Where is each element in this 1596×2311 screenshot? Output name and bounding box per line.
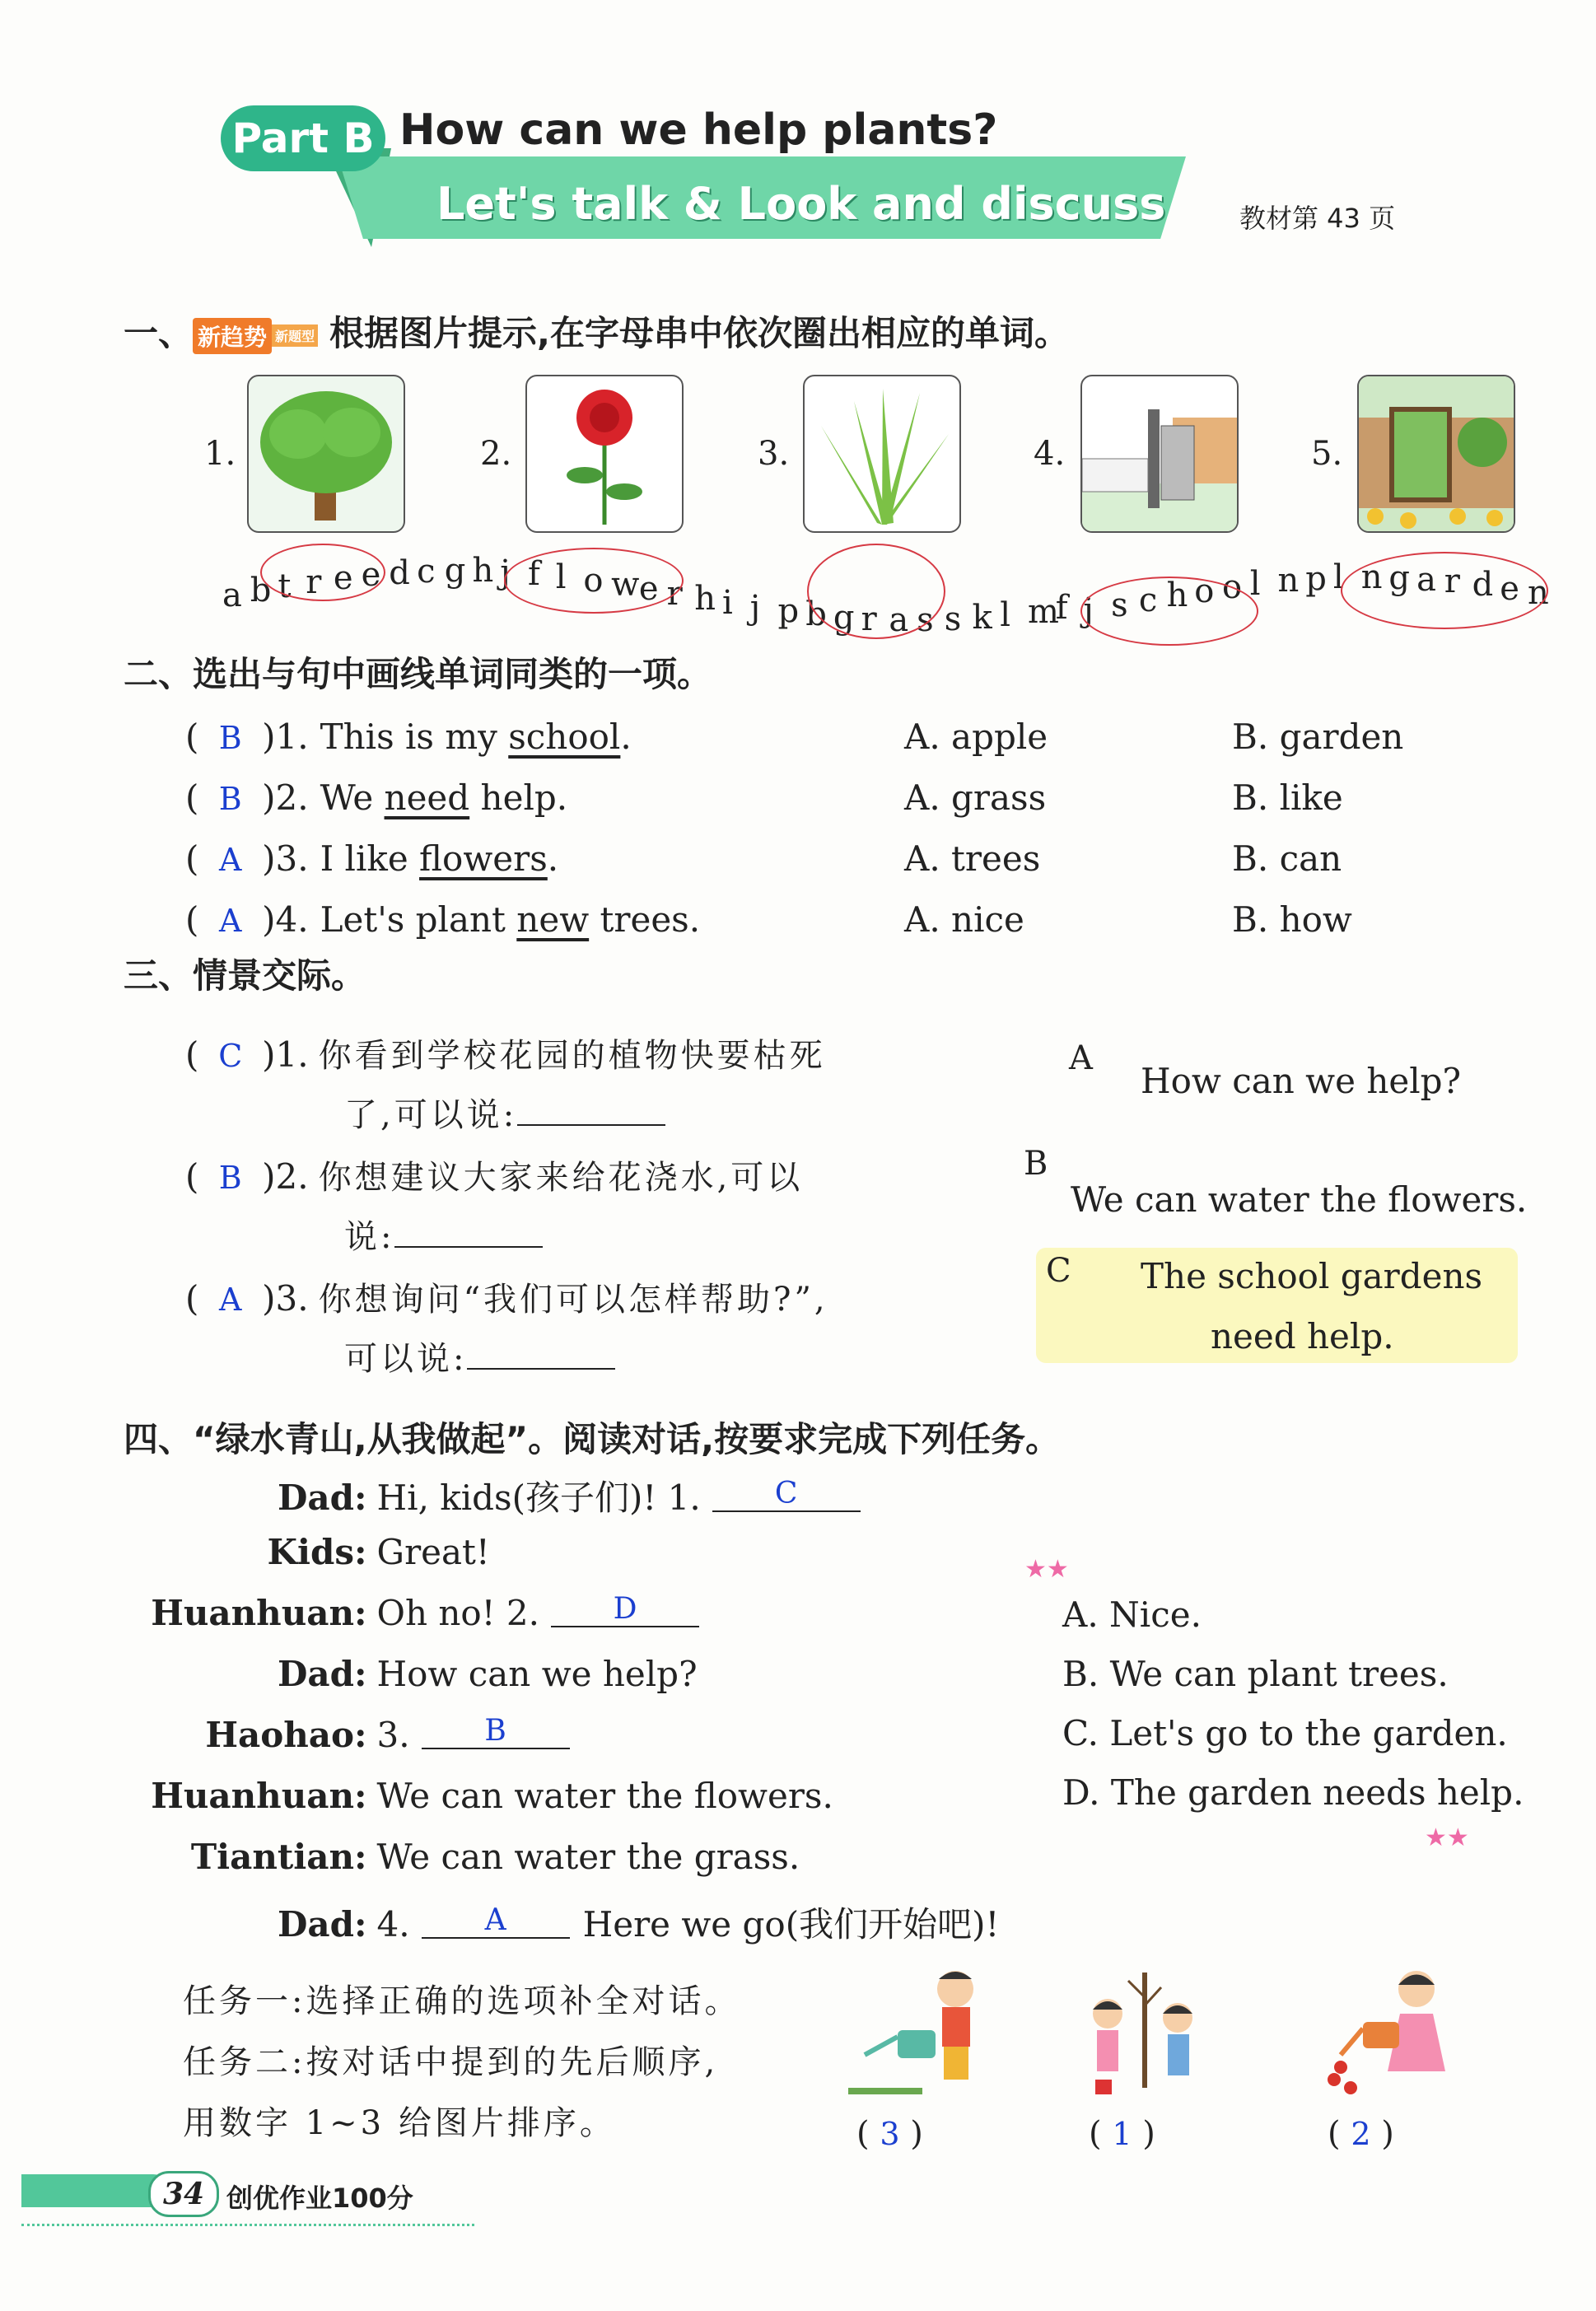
letter: h — [472, 552, 494, 591]
page-subtitle: Let's talk & Look and discuss — [436, 178, 1166, 230]
question-number: 1. — [275, 1034, 309, 1075]
letter: d — [1472, 566, 1494, 605]
colon: : — [354, 1837, 367, 1877]
letter: b — [250, 572, 272, 610]
option-a-letter: A — [1069, 1039, 1093, 1077]
letter: t — [278, 567, 292, 605]
question-row — [185, 899, 700, 940]
textbook-page-ref: 教材第 43 页 — [1239, 203, 1396, 234]
colon: : — [354, 1478, 367, 1518]
paren-open: ( — [185, 717, 210, 757]
stars-decor-bottom: ★★ — [1425, 1823, 1469, 1852]
question-text-pre: This is my — [320, 717, 509, 757]
letter: g — [444, 552, 466, 590]
pic-number-2: 2. — [480, 435, 512, 473]
pic2-answer: ( 1 ) — [1089, 2115, 1155, 2153]
speaker: Huanhuan — [151, 1776, 354, 1816]
letter: s — [917, 600, 934, 639]
letter: a — [889, 600, 909, 639]
letter: e — [638, 570, 659, 609]
paren-open: ( — [185, 899, 210, 940]
circle-school — [1080, 577, 1258, 646]
pic-number-3: 3. — [758, 435, 790, 473]
option-a: A. apple — [904, 717, 1048, 757]
letter: f — [1055, 588, 1068, 627]
answer: A — [219, 903, 242, 939]
option-a: A. trees — [904, 838, 1041, 879]
dialog-line — [140, 1654, 698, 1694]
colon: : — [354, 1904, 367, 1945]
answer-blank: A — [422, 1903, 570, 1939]
speaker: Haohao — [205, 1715, 354, 1755]
letter: n — [1277, 562, 1300, 600]
answer: C — [218, 1038, 243, 1074]
paren-close: ) — [250, 777, 276, 818]
speaker: Tiantian — [190, 1837, 354, 1877]
scenario-row — [185, 1151, 803, 1198]
garden-icon — [1357, 375, 1515, 533]
letter: b — [805, 595, 827, 634]
circle-flower — [504, 548, 684, 614]
new-trend-badge: 新趋势 — [193, 318, 272, 354]
underlined-word: flowers — [419, 838, 548, 879]
answer-blank: C — [712, 1477, 861, 1512]
dialog-text: We can water the grass. — [376, 1837, 800, 1877]
letter: c — [1138, 581, 1158, 620]
dialog-text: Great! — [376, 1532, 490, 1572]
letter: p — [777, 592, 800, 631]
letter: o — [1194, 572, 1215, 610]
boy-watering-icon — [840, 1964, 988, 2104]
paren-close: ) — [250, 717, 276, 757]
scenario-line2 — [344, 1211, 543, 1258]
letter: h — [694, 579, 716, 618]
dialog-line — [140, 1593, 712, 1634]
answer: B — [218, 720, 242, 756]
letter: f — [528, 555, 540, 594]
dialog-line — [140, 1715, 583, 1756]
dialog-line — [140, 1898, 999, 1947]
page-title: How can we help plants? — [399, 105, 998, 155]
option-a-text: How can we help? — [1141, 1061, 1462, 1101]
letter: j — [500, 553, 511, 591]
option-c-letter: C — [1046, 1252, 1071, 1290]
option-b-letter: B — [1024, 1145, 1048, 1183]
letter: l — [555, 558, 567, 596]
question-text-post: . — [547, 838, 559, 879]
letter: c — [417, 552, 436, 591]
dialog-text: We can water the flowers. — [376, 1776, 833, 1816]
dialog-text: Oh no! 2. — [376, 1593, 539, 1633]
letter: r — [666, 575, 683, 614]
question-number: 1. — [275, 717, 309, 757]
scenario-line1: 你想建议大家来给花浇水,可以 — [318, 1159, 804, 1197]
option-b: B. how — [1232, 899, 1352, 940]
option-c-text2: need help. — [1211, 1316, 1394, 1356]
grass-icon — [803, 375, 961, 533]
page-number: 34 — [148, 2171, 219, 2217]
question-row — [185, 777, 567, 818]
question-number: 2. — [275, 1156, 309, 1197]
pic3-answer: ( 2 ) — [1328, 2115, 1394, 2153]
dialog-option: D. The garden needs help. — [1062, 1772, 1524, 1813]
question-row — [185, 717, 632, 757]
letter: j — [1083, 591, 1094, 629]
letter: o — [1222, 568, 1243, 607]
letter: w — [611, 566, 640, 604]
section4-heading: 四、“绿水青山,从我做起”。阅读对话,按要求完成下列任务。 — [124, 1419, 1061, 1459]
pic1-answer: ( 3 ) — [856, 2115, 923, 2153]
dialog-option: A. Nice. — [1062, 1594, 1202, 1635]
paren-open: ( — [185, 1034, 210, 1075]
footer-rule — [21, 2224, 474, 2229]
tree-icon — [247, 375, 405, 533]
letter: l — [1249, 564, 1261, 603]
scenario-line2 — [344, 1089, 665, 1136]
scenario-line2-text: 可以说: — [344, 1340, 468, 1378]
letter: s — [1111, 586, 1128, 624]
new-type-badge: 新题型 — [272, 324, 318, 347]
answer: B — [218, 1160, 242, 1196]
section3-heading: 三、情景交际。 — [124, 955, 366, 996]
pic-number-4: 4. — [1034, 435, 1066, 473]
scenario-line1: 你想询问“我们可以怎样帮助?”, — [318, 1281, 828, 1319]
dialog-text: How can we help? — [376, 1654, 698, 1694]
question-text-post: trees. — [589, 899, 701, 940]
scenario-line2 — [344, 1333, 615, 1380]
kids-planting-tree-icon — [1071, 1964, 1219, 2104]
answer-blank: D — [551, 1592, 699, 1627]
task2-line1: 任务二:按对话中提到的先后顺序, — [183, 2043, 719, 2081]
dialog-line — [140, 1776, 833, 1816]
scenario-row — [185, 1273, 828, 1320]
paren-open: ( — [185, 1156, 210, 1197]
dialog-line — [140, 1837, 800, 1877]
question-row — [185, 838, 558, 879]
circle-tree — [260, 544, 385, 601]
option-b: B. garden — [1232, 717, 1404, 757]
option-b: B. like — [1232, 777, 1343, 818]
answer: A — [219, 1282, 242, 1318]
scenario-line2-text: 说: — [344, 1218, 395, 1256]
circle-garden — [1341, 552, 1548, 629]
question-number: 3. — [275, 1278, 309, 1319]
letter: a — [1416, 560, 1436, 599]
speaker: Dad — [277, 1654, 354, 1694]
paren-close: ) — [250, 838, 276, 879]
paren-close: ) — [250, 899, 276, 940]
speaker: Dad — [277, 1904, 354, 1945]
letter: j — [749, 588, 761, 627]
pic-number-1: 1. — [204, 435, 236, 473]
letter: m — [1028, 592, 1059, 631]
answer-blank: B — [422, 1714, 570, 1749]
scenario-line1: 你看到学校花园的植物快要枯死 — [318, 1037, 826, 1075]
colon: : — [354, 1532, 367, 1572]
question-number: 3. — [275, 838, 309, 879]
letter: n — [1528, 573, 1549, 612]
paren-close: ) — [250, 1156, 276, 1197]
stars-decor-top: ★★ — [1024, 1555, 1069, 1584]
speaker: Huanhuan — [151, 1593, 354, 1633]
letter: l — [1332, 558, 1344, 597]
paren-open: ( — [185, 838, 210, 879]
letter: e — [1500, 569, 1519, 608]
colon: : — [354, 1715, 367, 1755]
scenario-line2-text: 了,可以说: — [344, 1096, 518, 1134]
question-text-pre: We — [320, 777, 385, 818]
circle-grass — [807, 544, 945, 639]
letter: e — [361, 556, 381, 595]
letter: h — [1166, 577, 1188, 615]
letter: i — [722, 584, 733, 623]
underlined-word: new — [516, 899, 590, 940]
letter: r — [1444, 563, 1460, 601]
section2-heading: 二、选出与句中画线单词同类的一项。 — [124, 654, 712, 694]
dialog-text: 3. — [376, 1715, 410, 1755]
dialog-text: 4. — [376, 1904, 410, 1945]
dialog-text: Hi, kids(孩子们)! 1. — [376, 1478, 701, 1518]
letter: e — [333, 559, 353, 598]
footer-brand: 创优作业100分 — [226, 2183, 413, 2214]
dialog-line — [140, 1471, 874, 1520]
underlined-word: school — [508, 717, 621, 757]
task2-line2: 用数字 1~3 给图片排序。 — [183, 2104, 616, 2142]
letter: n — [1360, 558, 1383, 596]
answer-blank — [467, 1343, 615, 1370]
underlined-word: need — [384, 777, 470, 818]
letter: d — [389, 553, 410, 592]
letter: o — [583, 562, 604, 600]
question-text-post: . — [620, 717, 632, 757]
paren-close: ) — [250, 1034, 276, 1075]
dialog-option: B. We can plant trees. — [1062, 1654, 1449, 1694]
rose-icon — [525, 375, 684, 533]
letter: a — [222, 577, 242, 614]
task1: 任务一:选择正确的选项补全对话。 — [183, 1982, 741, 2020]
colon: : — [354, 1776, 367, 1816]
question-text-post: help. — [469, 777, 568, 818]
question-text-pre: I like — [320, 838, 420, 879]
paren-open: ( — [185, 777, 210, 818]
pic-number-5: 5. — [1311, 435, 1343, 473]
scenario-row — [185, 1029, 826, 1076]
paren-open: ( — [185, 1278, 210, 1319]
option-a: A. nice — [904, 899, 1024, 940]
letter: g — [833, 598, 855, 637]
section1-number: 一、 — [124, 313, 194, 353]
dialog-option: C. Let's go to the garden. — [1062, 1713, 1508, 1753]
school-gate-icon — [1080, 375, 1239, 533]
speaker: Kids — [267, 1532, 354, 1572]
girl-watering-icon — [1318, 1964, 1466, 2104]
option-b: B. can — [1232, 838, 1342, 879]
section1-instruction: 根据图片提示,在字母串中依次圈出相应的单词。 — [329, 313, 1070, 353]
dialog-line — [140, 1532, 490, 1572]
part-label: Part B — [221, 105, 385, 171]
section1-heading — [124, 306, 1069, 356]
paren-close: ) — [250, 1278, 276, 1319]
letter: r — [861, 600, 877, 638]
question-text-pre: Let's plant — [320, 899, 517, 940]
letter: p — [1305, 559, 1327, 598]
letter: k — [972, 598, 992, 637]
answer: B — [218, 781, 242, 817]
colon: : — [354, 1593, 367, 1633]
option-a: A. grass — [904, 777, 1047, 818]
letter: g — [1388, 558, 1410, 597]
letter: s — [944, 600, 962, 638]
answer-blank — [517, 1099, 665, 1126]
speaker: Dad — [277, 1478, 354, 1518]
option-c-text1: The school gardens — [1141, 1256, 1483, 1296]
question-number: 4. — [275, 899, 309, 940]
option-b-text: We can water the flowers. — [1071, 1179, 1528, 1220]
colon: : — [354, 1654, 367, 1694]
footer-bar — [21, 2174, 170, 2207]
answer-blank — [394, 1221, 543, 1248]
answer: A — [219, 842, 242, 878]
letter: l — [1000, 595, 1011, 634]
question-number: 2. — [275, 777, 309, 818]
letter: r — [306, 563, 322, 601]
dialog-text-after: Here we go(我们开始吧)! — [582, 1904, 1000, 1945]
